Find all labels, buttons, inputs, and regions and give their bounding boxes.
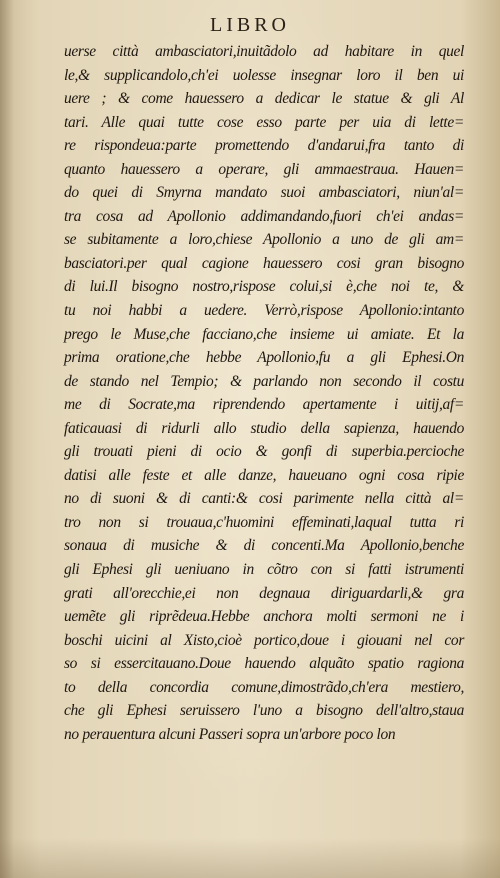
text-line: datisi alle feste et alle danze, haueuano ogni cosa ripie <box>64 466 464 484</box>
text-line: do quei di Smyrna mandato suoi ambasciatori, niun'al= <box>64 184 464 202</box>
text-block <box>64 40 464 746</box>
text-line: me di Socrate,ma riprendendo apertamente i uitij,af= <box>64 396 464 414</box>
text-line: sonaua di musiche & di concenti.Ma Apollonio,benche <box>64 537 464 555</box>
text-line: uere ; & come hauessero a dedicar le statue & gli Al <box>64 90 464 108</box>
text-line: no perauentura alcuni Passeri sopra un'arbore poco lon <box>64 725 396 743</box>
text-line: uerse città ambasciatori,inuitãdolo ad habitare in quel <box>64 43 464 60</box>
text-line: tro non si trouaua,c'huomini effeminati,laqual tutta ri <box>64 513 464 531</box>
text-line: se subitamente a loro,chiese Apollonio a uno de gli am= <box>64 231 464 249</box>
text-line: no di suoni & di canti:& cosi parimente nella città al= <box>64 490 464 508</box>
text-line: to della concordia comune,dimostrãdo,ch'era mestiero, <box>64 678 464 696</box>
text-line: basciatori.per qual cagione hauessero cosi gran bisogno <box>64 254 464 272</box>
running-head: LIBRO <box>210 14 290 36</box>
text-line: tra cosa ad Apollonio addimandando,fuori ch'ei andas= <box>64 207 464 225</box>
text-line: prego le Muse,che facciano,che insieme ui amiate. Et la <box>64 325 464 343</box>
text-line: prima oratione,che hebbe Apollonio,fu a gli Ephesi.On <box>64 349 464 367</box>
text-line: re rispondeua:parte promettendo d'andarui,fra tanto di <box>64 137 464 155</box>
text-line: quanto hauessero a operare, gli ammaestraua. Hauen= <box>64 160 464 178</box>
text-line: gli Ephesi gli ueniuano in cõtro con si fatti istrumenti <box>64 561 464 579</box>
text-line: faticauasi di ridurli allo studio della sapienza, hauendo <box>64 419 464 437</box>
text-line: gli trouati pieni di ocio & gonfi di superbia.percioche <box>64 443 464 461</box>
text-line: so si essercitauano.Doue hauendo alquãto spatio ragiona <box>64 655 464 673</box>
text-line: di lui.Il bisogno nostro,rispose colui,si è,che noi te, & <box>64 278 464 296</box>
text-line: de stando nel Tempio; & parlando non secondo il costu <box>64 372 464 390</box>
text-line: che gli Ephesi seruissero l'uno a bisogno dell'altro,staua <box>64 702 464 720</box>
text-line: tu noi habbi a uedere. Verrò,rispose Apollonio:intanto <box>64 302 464 320</box>
text-line: tari. Alle quai tutte cose esso parte per uia di lette= <box>64 113 464 131</box>
text-line: le,& supplicandolo,ch'ei uolesse insegnar loro il ben ui <box>64 66 464 84</box>
text-line: boschi uicini al Xisto,cioè portico,doue i giouani nel cor <box>64 631 464 649</box>
text-line: uemẽte gli riprẽdeua.Hebbe anchora molti sermoni ne i <box>64 608 464 626</box>
text-line: grati all'orecchie,ei non degnaua diriguardarli,& gra <box>64 584 464 602</box>
